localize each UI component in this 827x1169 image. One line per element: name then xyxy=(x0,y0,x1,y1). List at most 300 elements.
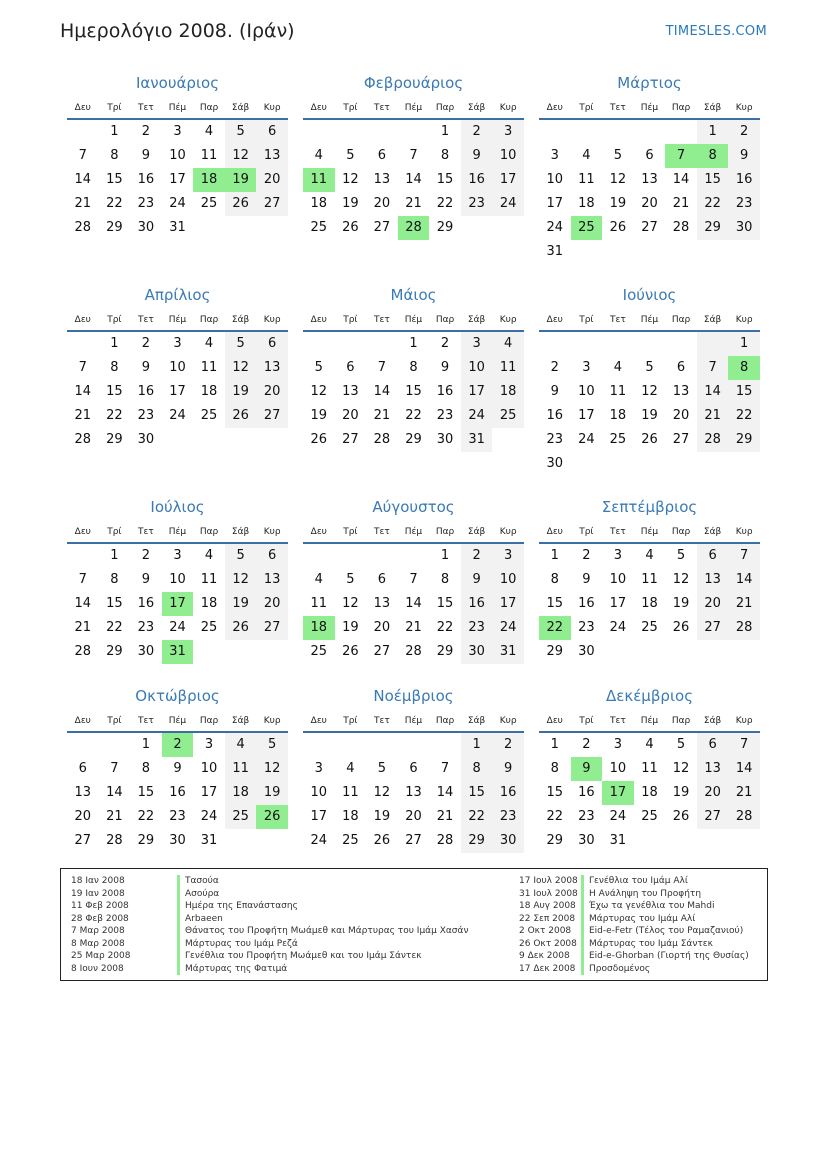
day-cell: 9 xyxy=(550,384,559,399)
day-cell: 8 xyxy=(141,761,151,776)
day-cell: 13 xyxy=(641,172,658,187)
day-cell: 26 xyxy=(672,809,690,824)
day-cell: 17 xyxy=(602,781,634,805)
day-cell: 9 xyxy=(461,568,493,592)
day-cell: 29 xyxy=(106,432,123,447)
weekday-label: Πέμ xyxy=(640,103,659,113)
weekday-label: Κυρ xyxy=(499,527,517,537)
empty-cell xyxy=(225,640,257,664)
day-cell: 18 xyxy=(641,596,658,611)
weekday-label: Τρί xyxy=(579,527,594,537)
month-name: Οκτώβριος xyxy=(135,687,220,705)
day-cell: 6 xyxy=(377,572,387,587)
day-cell: 25 xyxy=(310,644,328,659)
weekday-label: Δευ xyxy=(74,103,91,113)
empty-cell xyxy=(634,829,666,853)
empty-cell xyxy=(398,733,430,757)
week-row xyxy=(539,380,760,404)
weekday-label: Κυρ xyxy=(735,315,753,325)
day-cell: 1 xyxy=(461,733,493,757)
legend-date: 17 Ιουλ 2008 xyxy=(519,876,578,886)
day-cell: 8 xyxy=(728,356,760,380)
day-cell: 2 xyxy=(582,737,591,752)
legend-holiday-name: Μάρτυρας του Ιμάμ Σάντεκ xyxy=(581,938,713,951)
day-cell: 14 xyxy=(74,384,92,399)
empty-cell xyxy=(728,640,760,664)
day-cell: 21 xyxy=(405,620,422,635)
day-cell: 2 xyxy=(141,336,151,351)
day-cell: 20 xyxy=(342,408,359,423)
day-cell: 7 xyxy=(78,148,87,163)
empty-cell xyxy=(697,640,729,664)
day-cell: 30 xyxy=(137,220,155,235)
week-row xyxy=(539,616,760,640)
day-cell: 29 xyxy=(728,428,760,452)
legend-holiday-name: Η Ανάληψη του Προφήτη xyxy=(581,888,701,901)
day-cell: 29 xyxy=(697,216,729,240)
empty-cell xyxy=(335,733,367,757)
weekday-label: Πέμ xyxy=(168,527,187,537)
empty-cell xyxy=(303,120,335,144)
empty-cell xyxy=(634,332,666,356)
weekday-label: Πέμ xyxy=(640,527,659,537)
day-cell: 30 xyxy=(137,644,155,659)
day-cell: 16 xyxy=(436,384,454,399)
day-cell: 7 xyxy=(440,761,450,776)
day-cell: 7 xyxy=(665,144,697,168)
day-cell: 11 xyxy=(200,360,218,375)
day-cell: 21 xyxy=(697,404,729,428)
day-cell: 3 xyxy=(173,124,182,139)
day-cell: 8 xyxy=(440,572,450,587)
weekday-label: Τετ xyxy=(610,716,626,726)
legend-item xyxy=(519,888,749,901)
empty-cell xyxy=(99,733,131,757)
legend-date: 19 Ιαν 2008 xyxy=(71,888,125,899)
month-calendar xyxy=(303,70,524,282)
empty-cell xyxy=(665,829,697,853)
day-cell: 2 xyxy=(492,733,524,757)
day-cell: 19 xyxy=(641,408,658,423)
day-cell: 10 xyxy=(169,572,186,587)
empty-cell xyxy=(728,829,760,853)
day-cell: 5 xyxy=(225,120,257,144)
day-cell: 9 xyxy=(582,572,591,587)
day-cell: 25 xyxy=(492,404,524,428)
day-cell: 3 xyxy=(550,148,559,163)
day-cell: 15 xyxy=(106,596,123,611)
month-name: Δεκέμβριος xyxy=(605,687,693,705)
empty-cell xyxy=(602,240,634,264)
empty-cell xyxy=(634,640,666,664)
empty-cell xyxy=(571,120,603,144)
day-cell: 14 xyxy=(436,785,454,800)
day-cell: 14 xyxy=(697,380,729,404)
day-cell: 19 xyxy=(225,380,257,404)
day-cell: 25 xyxy=(200,408,218,423)
empty-cell xyxy=(256,829,288,853)
day-cell: 11 xyxy=(200,148,218,163)
day-cell: 2 xyxy=(141,548,151,563)
legend-date: 28 Φεβ 2008 xyxy=(71,913,129,924)
legend-date: 7 Μαρ 2008 xyxy=(71,926,125,936)
day-cell: 15 xyxy=(106,172,123,187)
day-cell: 2 xyxy=(141,124,151,139)
day-cell: 28 xyxy=(106,833,123,848)
empty-cell xyxy=(492,216,524,240)
week-row xyxy=(67,404,288,428)
week-row xyxy=(303,544,524,568)
week-row xyxy=(539,640,760,664)
day-cell: 18 xyxy=(578,196,595,211)
day-cell: 19 xyxy=(310,408,328,423)
day-cell: 17 xyxy=(169,172,186,187)
day-cell: 25 xyxy=(310,220,328,235)
day-cell: 7 xyxy=(728,544,760,568)
empty-cell xyxy=(193,428,225,452)
day-cell: 24 xyxy=(461,404,493,428)
day-cell: 8 xyxy=(110,360,119,375)
day-cell: 2 xyxy=(728,120,760,144)
day-cell: 30 xyxy=(436,432,454,447)
day-cell: 16 xyxy=(578,596,595,611)
legend-column-left xyxy=(71,875,468,975)
day-cell: 26 xyxy=(342,644,359,659)
week-row xyxy=(303,168,524,192)
weekday-label: Δευ xyxy=(74,527,91,537)
legend-holiday-name: Προσδομένος xyxy=(581,963,650,976)
day-cell: 16 xyxy=(461,592,493,616)
day-cell: 27 xyxy=(342,432,359,447)
week-row xyxy=(303,757,524,781)
weekday-label: Σάβ xyxy=(231,103,250,113)
day-cell: 12 xyxy=(641,384,658,399)
weekday-label: Δευ xyxy=(546,527,563,537)
day-cell: 5 xyxy=(613,148,623,163)
week-row xyxy=(539,240,760,264)
day-cell: 31 xyxy=(200,833,218,848)
legend-item xyxy=(71,938,468,951)
month-row xyxy=(67,494,760,683)
day-cell: 18 xyxy=(200,596,218,611)
day-cell: 21 xyxy=(672,196,690,211)
day-cell: 18 xyxy=(641,785,658,800)
weekday-label: Τρί xyxy=(107,716,122,726)
day-cell: 1 xyxy=(110,548,119,563)
day-cell: 4 xyxy=(645,548,654,563)
day-cell: 25 xyxy=(200,196,218,211)
week-row xyxy=(539,452,760,476)
month-name: Φεβρουάριος xyxy=(363,74,464,92)
day-cell: 27 xyxy=(373,644,391,659)
weekday-header xyxy=(539,520,760,544)
day-cell: 18 xyxy=(303,616,335,640)
day-cell: 15 xyxy=(728,380,760,404)
day-cell: 19 xyxy=(225,168,257,192)
day-cell: 23 xyxy=(137,620,155,635)
weekday-label: Τετ xyxy=(138,716,154,726)
weekday-header xyxy=(67,520,288,544)
empty-cell xyxy=(665,640,697,664)
day-cell: 27 xyxy=(256,192,288,216)
empty-cell xyxy=(539,332,571,356)
day-cell: 12 xyxy=(225,144,257,168)
month-calendar xyxy=(539,70,760,282)
day-cell: 6 xyxy=(697,733,729,757)
empty-cell xyxy=(665,120,697,144)
day-cell: 13 xyxy=(256,144,288,168)
week-row xyxy=(539,216,760,240)
day-cell: 13 xyxy=(256,356,288,380)
week-row xyxy=(539,332,760,356)
empty-cell xyxy=(634,240,666,264)
legend-item xyxy=(519,950,749,963)
week-row xyxy=(539,428,760,452)
day-cell: 7 xyxy=(78,360,87,375)
week-row xyxy=(539,829,760,853)
weekday-label: Τετ xyxy=(138,103,154,113)
weekday-header xyxy=(303,520,524,544)
day-cell: 22 xyxy=(106,620,123,635)
empty-cell xyxy=(461,216,493,240)
day-cell: 2 xyxy=(461,120,493,144)
empty-cell xyxy=(225,829,257,853)
day-cell: 13 xyxy=(697,757,729,781)
day-cell: 17 xyxy=(461,380,493,404)
day-cell: 29 xyxy=(461,829,493,853)
day-cell: 12 xyxy=(672,761,690,776)
day-cell: 3 xyxy=(582,360,591,375)
day-cell: 25 xyxy=(342,833,359,848)
day-cell: 6 xyxy=(377,148,387,163)
day-cell: 25 xyxy=(225,805,257,829)
legend-item xyxy=(71,888,468,901)
day-cell: 24 xyxy=(492,192,524,216)
day-cell: 17 xyxy=(162,592,194,616)
day-cell: 1 xyxy=(141,737,151,752)
day-cell: 16 xyxy=(728,168,760,192)
week-row xyxy=(67,428,288,452)
day-cell: 8 xyxy=(697,144,729,168)
day-cell: 16 xyxy=(461,168,493,192)
day-cell: 23 xyxy=(169,809,186,824)
weekday-label: Δευ xyxy=(546,315,563,325)
day-cell: 11 xyxy=(342,785,359,800)
weekday-label: Κυρ xyxy=(263,315,281,325)
legend-holiday-name: Ασούρα xyxy=(177,888,219,901)
site-link[interactable]: TIMESLES.COM xyxy=(665,24,767,39)
day-cell: 20 xyxy=(405,809,422,824)
legend-holiday-name: Γενέθλια του Προφήτη Μωάμεθ και του Ιμάμ Σάντεκ xyxy=(177,950,422,963)
legend-holiday-name: Eid-e-Fetr (Τέλος του Ραμαζανιού) xyxy=(581,925,743,938)
day-cell: 18 xyxy=(193,168,225,192)
day-cell: 10 xyxy=(492,144,524,168)
legend-holiday-name: Τασούα xyxy=(177,875,219,888)
day-cell: 19 xyxy=(672,785,690,800)
day-cell: 3 xyxy=(204,737,214,752)
week-row xyxy=(67,192,288,216)
day-cell: 26 xyxy=(373,833,391,848)
day-cell: 20 xyxy=(373,620,391,635)
day-cell: 14 xyxy=(728,757,760,781)
empty-cell xyxy=(67,733,99,757)
day-cell: 24 xyxy=(200,809,218,824)
week-row xyxy=(303,733,524,757)
week-row xyxy=(539,781,760,805)
weekday-label: Δευ xyxy=(74,716,91,726)
week-row xyxy=(67,592,288,616)
day-cell: 24 xyxy=(169,196,186,211)
week-row xyxy=(539,192,760,216)
day-cell: 4 xyxy=(645,737,654,752)
weekday-label: Δευ xyxy=(310,315,327,325)
week-row xyxy=(67,216,288,240)
weekday-label: Δευ xyxy=(546,716,563,726)
weekday-label: Τρί xyxy=(343,315,358,325)
legend-holiday-name: Μάρτυρας του Ιμάμ Αλί xyxy=(581,913,695,926)
day-cell: 26 xyxy=(609,220,627,235)
day-cell: 3 xyxy=(173,336,182,351)
day-cell: 11 xyxy=(641,761,658,776)
day-cell: 24 xyxy=(578,432,595,447)
day-cell: 24 xyxy=(169,408,186,423)
day-cell: 31 xyxy=(546,244,564,259)
day-cell: 26 xyxy=(672,620,690,635)
month-calendar xyxy=(67,683,288,883)
day-cell: 14 xyxy=(672,172,690,187)
day-cell: 11 xyxy=(641,572,658,587)
day-cell: 5 xyxy=(676,548,686,563)
day-cell: 26 xyxy=(310,432,328,447)
day-cell: 23 xyxy=(728,192,760,216)
day-cell: 23 xyxy=(578,620,595,635)
legend-holiday-name: Μάρτυρας του Ιμάμ Ρεζά xyxy=(177,938,298,951)
empty-cell xyxy=(225,216,257,240)
day-cell: 28 xyxy=(74,220,92,235)
weekday-label: Σάβ xyxy=(703,527,722,537)
week-row xyxy=(67,805,288,829)
week-row xyxy=(303,428,524,452)
week-row xyxy=(303,829,524,853)
day-cell: 5 xyxy=(256,733,288,757)
weekday-label: Παρ xyxy=(199,716,219,726)
week-row xyxy=(303,332,524,356)
legend-holiday-name: Θάνατος του Προφήτη Μωάμεθ και Μάρτυρας του Ιμάμ Χασάν xyxy=(177,925,468,938)
day-cell: 1 xyxy=(110,124,119,139)
day-cell: 8 xyxy=(110,572,119,587)
day-cell: 29 xyxy=(546,833,564,848)
week-row xyxy=(539,144,760,168)
day-cell: 30 xyxy=(578,833,595,848)
day-cell: 22 xyxy=(697,192,729,216)
day-cell: 3 xyxy=(492,120,524,144)
weekday-label: Σάβ xyxy=(467,103,486,113)
week-row xyxy=(303,592,524,616)
month-name: Ιούλιος xyxy=(150,498,205,516)
day-cell: 16 xyxy=(169,785,186,800)
legend-date: 11 Φεβ 2008 xyxy=(71,901,129,911)
week-row xyxy=(303,216,524,240)
day-cell: 17 xyxy=(492,592,524,616)
empty-cell xyxy=(728,240,760,264)
day-cell: 13 xyxy=(342,384,359,399)
page-title: Ημερολόγιο 2008. (Ιράν) xyxy=(60,20,295,42)
day-cell: 15 xyxy=(697,168,729,192)
empty-cell xyxy=(602,452,634,476)
day-cell: 30 xyxy=(492,829,524,853)
month-calendar xyxy=(303,494,524,683)
day-cell: 16 xyxy=(137,172,155,187)
day-cell: 6 xyxy=(256,544,288,568)
month-name: Μάιος xyxy=(390,286,437,304)
legend-item xyxy=(71,900,468,913)
weekday-label: Κυρ xyxy=(263,716,281,726)
day-cell: 30 xyxy=(137,432,155,447)
weekday-label: Παρ xyxy=(435,716,455,726)
weekday-label: Κυρ xyxy=(499,103,517,113)
empty-cell xyxy=(303,332,335,356)
weekday-label: Τετ xyxy=(138,315,154,325)
day-cell: 18 xyxy=(310,196,328,211)
day-cell: 10 xyxy=(492,568,524,592)
weekday-label: Πέμ xyxy=(640,716,659,726)
weekday-label: Σάβ xyxy=(231,527,250,537)
week-row xyxy=(303,805,524,829)
day-cell: 5 xyxy=(225,544,257,568)
day-cell: 24 xyxy=(609,620,627,635)
week-row xyxy=(67,733,288,757)
day-cell: 10 xyxy=(200,761,218,776)
day-cell: 24 xyxy=(546,220,564,235)
day-cell: 2 xyxy=(162,733,194,757)
empty-cell xyxy=(539,120,571,144)
day-cell: 19 xyxy=(225,592,257,616)
day-cell: 18 xyxy=(342,809,359,824)
weekday-label: Παρ xyxy=(671,315,691,325)
day-cell: 14 xyxy=(106,785,123,800)
day-cell: 16 xyxy=(137,384,155,399)
weekday-label: Τετ xyxy=(374,716,390,726)
legend-item xyxy=(519,875,749,888)
day-cell: 2 xyxy=(461,544,493,568)
day-cell: 5 xyxy=(225,332,257,356)
day-cell: 29 xyxy=(436,644,454,659)
day-cell: 6 xyxy=(697,544,729,568)
week-row xyxy=(67,120,288,144)
day-cell: 21 xyxy=(74,196,92,211)
week-row xyxy=(67,356,288,380)
weekday-label: Σάβ xyxy=(703,716,722,726)
weekday-label: Τετ xyxy=(138,527,154,537)
empty-cell xyxy=(256,216,288,240)
day-cell: 15 xyxy=(436,172,454,187)
day-cell: 18 xyxy=(200,384,218,399)
day-cell: 29 xyxy=(436,220,454,235)
empty-cell xyxy=(697,829,729,853)
day-cell: 17 xyxy=(578,408,595,423)
day-cell: 20 xyxy=(256,168,288,192)
day-cell: 15 xyxy=(106,384,123,399)
day-cell: 11 xyxy=(492,356,524,380)
day-cell: 23 xyxy=(137,408,155,423)
week-row xyxy=(539,356,760,380)
day-cell: 10 xyxy=(310,785,328,800)
legend-item xyxy=(71,950,468,963)
weekday-label: Κυρ xyxy=(263,527,281,537)
week-row xyxy=(303,616,524,640)
day-cell: 31 xyxy=(461,428,493,452)
day-cell: 17 xyxy=(169,384,186,399)
